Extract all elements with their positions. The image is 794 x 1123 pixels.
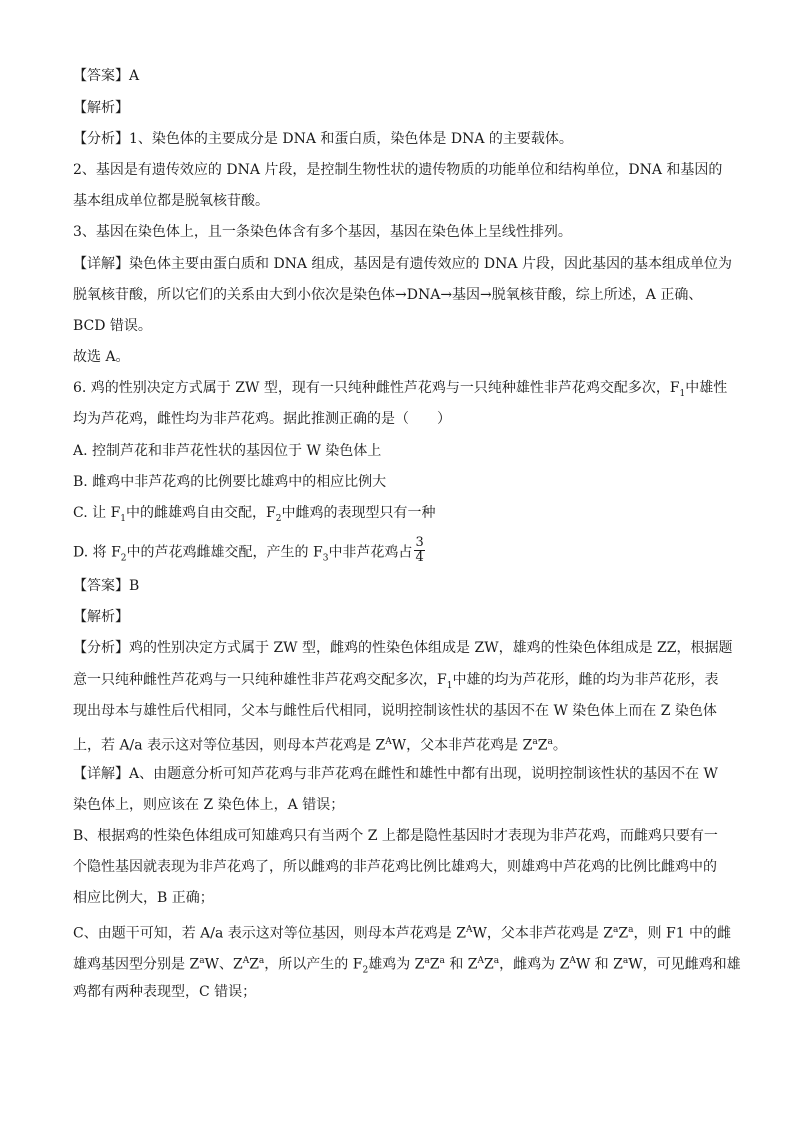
q6-detail-b2: 个隐性基因就表现为非芦花鸡了，所以雌鸡的非芦花鸡比例比雄鸡大，则雄鸡中芦花鸡的比例比雌鸡中的 xyxy=(73,859,717,875)
q6-detail-b1: B、根据鸡的性染色体组成可知雄鸡只有当两个 Z 上都是隐性基因时才表现为非芦花鸡，而雌鸡只要有一 xyxy=(73,828,718,844)
q6-answer: 【答案】B xyxy=(73,578,140,594)
q6-detail-b3: 相应比例大，B 正确； xyxy=(73,890,214,906)
fraction-three-quarters: $\frac{3}{4}$ xyxy=(415,535,424,565)
q6-option-c: C. 让 $F_1$中的雌雄鸡自由交配，$F_2$中雌鸡的表现型只有一种 xyxy=(73,505,436,524)
q5-detail-c: BCD 错误。 xyxy=(73,318,152,334)
q6-analysis-a: 【分析】鸡的性别决定方式属于 ZW 型，雌鸡的性染色体组成是 ZW，雄鸡的性染色体组成是 ZZ，根据题 xyxy=(73,640,733,656)
q6-analysis-b: 意一只纯种雌性芦花鸡与一只纯种雄性非芦花鸡交配多次，$F_1$中雄的均为芦花形，雌的均为非芦花形，表 xyxy=(73,672,719,691)
q5-detail-a: 【详解】染色体主要由蛋白质和 DNA 组成，基因是有遗传效应的 DNA 片段，因此基因的基本组成单位为 xyxy=(73,256,732,272)
q5-analysis-heading: 【解析】 xyxy=(73,100,129,116)
q5-analysis-3: 3、基因在染色体上，且一条染色体含有多个基因，基因在染色体上呈线性排列。 xyxy=(73,224,572,240)
q6-analysis-c: 现出母本与雄性后代相同，父本与雌性后代相同，说明控制该性状的基因不在 W 染色体上而在 Z 染色体 xyxy=(73,703,717,719)
q5-conclusion: 故选 A。 xyxy=(73,349,130,365)
q5-answer: 【答案】A xyxy=(73,68,140,84)
q5-analysis-1: 【分析】1、染色体的主要成分是 DNA 和蛋白质，染色体是 DNA 的主要载体。 xyxy=(73,131,573,147)
q6-detail-a1: 【详解】A、由题意分析可知芦花鸡与非芦花鸡在雌性和雄性中都有出现，说明控制该性状的基因不在 W xyxy=(73,766,718,782)
q6-stem-line2: 均为芦花鸡，雌性均为非芦花鸡。据此推测正确的是（ ） xyxy=(73,411,451,427)
q6-detail-c3: 鸡都有两种表现型，C 错误； xyxy=(73,984,257,1000)
q5-analysis-2b: 基本组成单位都是脱氧核苷酸。 xyxy=(73,193,269,209)
q6-detail-c2: 雄鸡基因型分别是 $Z^aW$、$Z^AZ^a$，所以产生的 $F_2$雄鸡为 $Z^aZ^a$ 和 $Z^AZ^a$，雌鸡为 $Z^AW$ 和 $Z^aW$，可见雌鸡和雄 xyxy=(73,956,741,976)
q5-analysis-2a: 2、基因是有遗传效应的 DNA 片段，是控制生物性状的遗传物质的功能单位和结构单位，DNA 和基因的 xyxy=(73,162,723,178)
q6-option-a: A. 控制芦花和非芦花性状的基因位于 W 染色体上 xyxy=(73,443,382,459)
q6-option-b: B. 雌鸡中非芦花鸡的比例要比雄鸡中的相应比例大 xyxy=(73,474,387,490)
q6-stem-line1: 6. 鸡的性别决定方式属于 ZW 型，现有一只纯种雌性芦花鸡与一只纯种雄性非芦花鸡交配多次，$F_1$中雄性 xyxy=(73,380,728,399)
q6-analysis-heading: 【解析】 xyxy=(73,609,129,625)
q6-detail-a2: 染色体上，则应该在 Z 染色体上，A 错误； xyxy=(73,797,345,813)
q6-option-d: D. 将 $F_2$中的芦花鸡雌雄交配，产生的 $F_3$中非芦花鸡占 $\frac{3}{4}$ xyxy=(73,535,424,565)
q6-analysis-d: 上，若 A/a 表示这对等位基因，则母本芦花鸡是 $Z^AW$，父本非芦花鸡是 $Z^aZ^a$。 xyxy=(73,737,567,754)
q6-detail-c1: C、由题干可知，若 A/a 表示这对等位基因，则母本芦花鸡是 $Z^AW$，父本非芦花鸡是 $Z^aZ^a$，则 F1 中的雌 xyxy=(73,925,732,942)
q5-detail-b: 脱氧核苷酸，所以它们的关系由大到小依次是染色体→DNA→基因→脱氧核苷酸，综上所述，A 正确、 xyxy=(73,287,703,303)
